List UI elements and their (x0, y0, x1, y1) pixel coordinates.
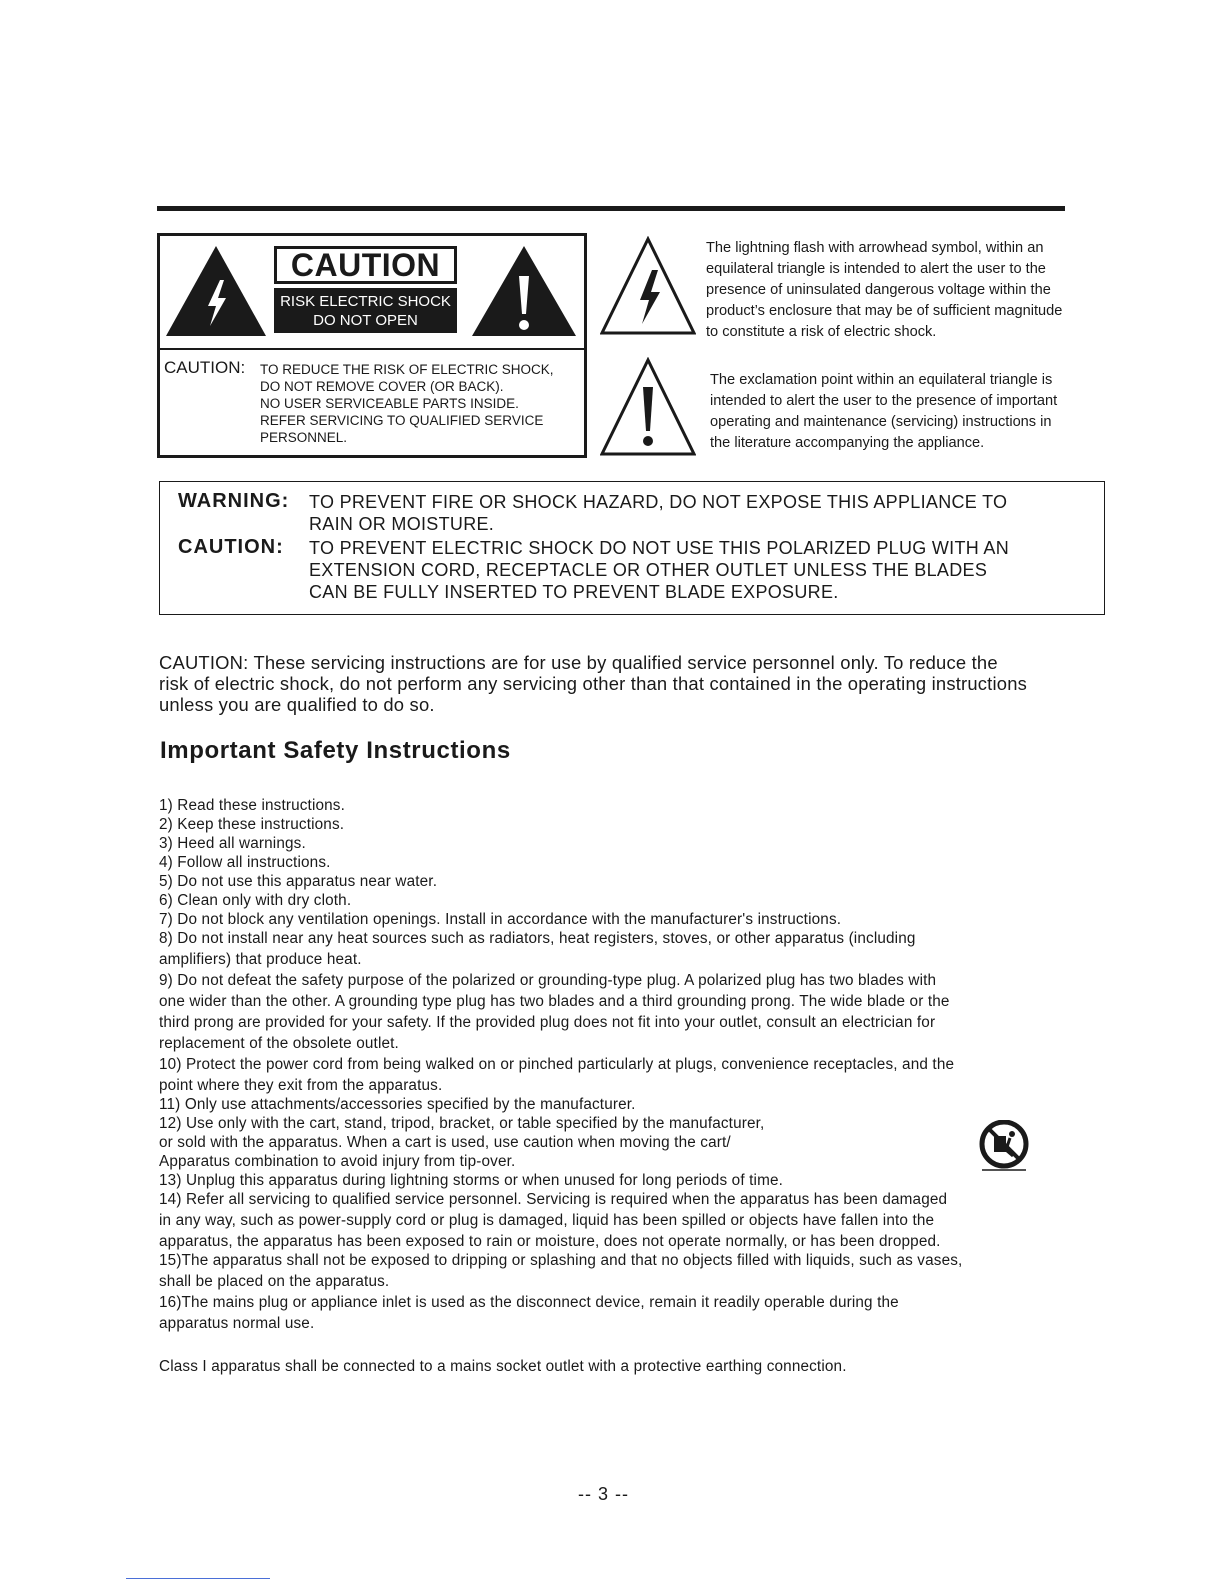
bottom-link-underline (126, 1578, 270, 1579)
caution-title: CAUTION (274, 246, 457, 284)
list-item: Apparatus combination to avoid injury from tip-over. (159, 1153, 516, 1170)
warning-box (159, 481, 1105, 615)
lightning-desc-line: equilateral triangle is intended to alert the user to the (706, 261, 1046, 277)
lightning-triangle-icon (166, 246, 266, 336)
lightning-outline-triangle-icon (600, 236, 696, 336)
exclamation-desc-line: The exclamation point within an equilateral triangle is (710, 372, 1053, 388)
caution-dark-line: DO NOT OPEN (313, 312, 418, 329)
caution-line: DO NOT REMOVE COVER (OR BACK). (260, 379, 504, 394)
list-item: replacement of the obsolete outlet. (159, 1035, 399, 1052)
exclamation-triangle-icon (472, 246, 576, 336)
lightning-desc-line: presence of uninsulated dangerous voltage within the (706, 282, 1051, 298)
list-item: apparatus, the apparatus has been exposed to rain or moisture, does not operate normally, or has been dropped. (159, 1233, 941, 1250)
list-item: 5) Do not use this apparatus near water. (159, 873, 438, 890)
list-item: apparatus normal use. (159, 1315, 315, 1332)
safety-instructions-list (159, 796, 1105, 1333)
cart-tipover-warning-icon (976, 1120, 1032, 1172)
list-item: 11) Only use attachments/accessories specified by the manufacturer. (159, 1096, 636, 1113)
caution-warning-line: CAN BE FULLY INSERTED TO PREVENT BLADE EXPOSURE. (309, 582, 839, 602)
list-item: 13) Unplug this apparatus during lightning storms or when unused for long periods of time. (159, 1172, 784, 1189)
caution-dark-panel (274, 288, 457, 333)
warning-line: TO PREVENT FIRE OR SHOCK HAZARD, DO NOT EXPOSE THIS APPLIANCE TO (309, 492, 1008, 512)
service-caution-paragraph (159, 652, 1105, 715)
list-item: 4) Follow all instructions. (159, 854, 331, 871)
lightning-description (706, 238, 1062, 343)
caution-label-box (157, 233, 587, 458)
list-item: one wider than the other. A grounding type plug has two blades and a third grounding prong. The wide blade or the (159, 993, 950, 1010)
list-item: amplifiers) that produce heat. (159, 951, 362, 968)
page-heading: Important Safety Instructions (160, 737, 511, 764)
caution-line: PERSONNEL. (260, 430, 348, 445)
lightning-desc-line: to constitute a risk of electric shock. (706, 324, 937, 340)
caution-line: NO USER SERVICEABLE PARTS INSIDE. (260, 396, 519, 411)
caution-lower-label: CAUTION: (164, 358, 246, 377)
exclamation-description (710, 370, 1057, 454)
exclamation-desc-line: intended to alert the user to the presence of important (710, 393, 1058, 409)
list-item: 16)The mains plug or appliance inlet is used as the disconnect device, remain it readily operable during the (159, 1294, 899, 1311)
list-item: 15)The apparatus shall not be exposed to dripping or splashing and that no objects filled with liquids, such as vases, (159, 1252, 963, 1269)
service-caution-line: risk of electric shock, do not perform any servicing other than that contained in the operating instructions (159, 673, 1028, 694)
warning-text (309, 491, 1007, 535)
lightning-desc-line: The lightning flash with arrowhead symbol, within an (706, 240, 1044, 256)
list-item: 3) Heed all warnings. (159, 835, 306, 852)
exclamation-desc-line: operating and maintenance (servicing) instructions in (710, 414, 1052, 430)
list-item: 8) Do not install near any heat sources such as radiators, heat registers, stoves, or other apparatus (including (159, 930, 916, 947)
list-item: 10) Protect the power cord from being walked on or pinched particularly at plugs, convenience receptacles, and the (159, 1056, 955, 1073)
service-caution-line: unless you are qualified to do so. (159, 694, 435, 715)
list-item: third prong are provided for your safety. If the provided plug does not fit into your outlet, consult an electrician for (159, 1014, 936, 1031)
caution-dark-line: RISK ELECTRIC SHOCK (280, 293, 451, 310)
caution-warning-line: EXTENSION CORD, RECEPTACLE OR OTHER OUTLET UNLESS THE BLADES (309, 560, 988, 580)
list-item: 1) Read these instructions. (159, 797, 346, 814)
list-item: point where they exit from the apparatus. (159, 1077, 443, 1094)
caution-label: CAUTION: (178, 536, 284, 558)
list-item: 9) Do not defeat the safety purpose of the polarized or grounding-type plug. A polarized plug has two blades with (159, 972, 937, 989)
exclamation-outline-triangle-icon (600, 357, 696, 457)
warning-label: WARNING: (178, 490, 290, 512)
caution-warning-line: TO PREVENT ELECTRIC SHOCK DO NOT USE THIS POLARIZED PLUG WITH AN (309, 538, 1009, 558)
list-item: 14) Refer all servicing to qualified service personnel. Servicing is required when the apparatus has been damaged (159, 1191, 948, 1208)
list-item: shall be placed on the apparatus. (159, 1273, 390, 1290)
exclamation-desc-line: the literature accompanying the appliance. (710, 435, 985, 451)
list-item: 7) Do not block any ventilation openings. Install in accordance with the manufacturer's instructions. (159, 911, 842, 928)
caution-line: TO REDUCE THE RISK OF ELECTRIC SHOCK, (260, 362, 554, 377)
list-item: 6) Clean only with dry cloth. (159, 892, 352, 909)
list-item: 2) Keep these instructions. (159, 816, 345, 833)
class-note: Class I apparatus shall be connected to a mains socket outlet with a protective earthing connection. (159, 1358, 847, 1375)
list-item: in any way, such as power-supply cord or plug is damaged, liquid has been spilled or objects have fallen into the (159, 1212, 935, 1229)
caution-text (309, 537, 1009, 603)
caution-label-upper (160, 236, 584, 350)
service-caution-line: CAUTION: These servicing instructions are for use by qualified service personnel only. To reduce the (159, 652, 998, 673)
warning-line: RAIN OR MOISTURE. (309, 514, 495, 534)
list-item: or sold with the apparatus. When a cart is used, use caution when moving the cart/ (159, 1134, 731, 1151)
list-item: 12) Use only with the cart, stand, tripod, bracket, or table specified by the manufacturer, (159, 1115, 765, 1132)
page-number: -- 3 -- (578, 1484, 629, 1504)
caution-line: REFER SERVICING TO QUALIFIED SERVICE (260, 413, 544, 428)
top-rule (157, 206, 1065, 211)
lightning-desc-line: product’s enclosure that may be of sufficient magnitude (706, 303, 1063, 319)
